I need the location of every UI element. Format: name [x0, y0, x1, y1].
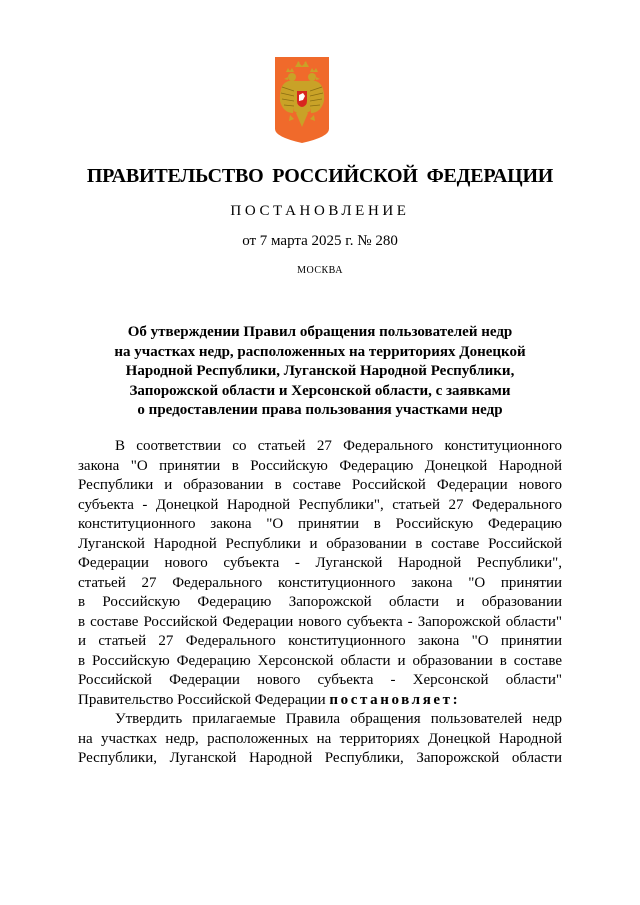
organization-title: ПРАВИТЕЛЬСТВО РОССИЙСКОЙ ФЕДЕРАЦИИ: [86, 165, 554, 187]
heading-line: на участках недр, расположенных на территориях Донецкой: [114, 343, 526, 360]
text-line: Утвердить прилагаемые Правила обращения пользователей недр: [115, 711, 562, 727]
text-line: в Российскую Федерацию Запорожской области и образовании: [78, 594, 562, 610]
text-line: закона "О принятии в Российскую Федерацию Донецкой Народной: [78, 457, 562, 474]
coat-of-arms: [275, 57, 329, 143]
text-line: конституционного закона "О принятии в Российскую Федерацию: [78, 516, 562, 532]
document-heading: [78, 323, 562, 421]
text-line: и статьей 27 Федерального конституционного закона "О принятии: [78, 633, 562, 649]
text-line: в составе Российской Федерации нового субъекта - Запорожской области": [78, 613, 562, 630]
heading-line: Об утверждении Правил обращения пользователей недр: [127, 324, 513, 340]
text-line: субъекта - Донецкой Народной Республики", статьей 27 Федерального: [78, 496, 562, 513]
text-line: Республики, Луганской Народной Республики, Запорожской области: [78, 750, 562, 766]
heading-line: Народной Республики, Луганской Народной Республики,: [125, 363, 515, 379]
paragraph-approve: [78, 710, 562, 769]
heading-line: о предоставлении права пользования участками недр: [137, 402, 503, 418]
resolves-word: постановляет:: [329, 691, 461, 708]
text-line: статьей 27 Федерального конституционного закона "О принятии: [78, 574, 562, 591]
government-subject: Правительство Российской Федерации: [78, 691, 330, 708]
document-date-number: от 7 марта 2025 г. № 280: [242, 233, 398, 249]
document-city: МОСКВА: [297, 265, 343, 276]
text-line: на участках недр, расположенных на территориях Донецкой Народной: [78, 730, 562, 747]
text-line: Луганской Народной Республики и образовании в составе Российской: [78, 535, 562, 552]
text-line: Республики и образовании в составе Российской Федерации нового: [78, 477, 562, 493]
document-body: [78, 437, 562, 769]
text-line: В соответствии со статьей 27 Федерального конституционного: [115, 438, 562, 454]
text-line: Российской Федерации нового субъекта - Херсонской области": [78, 672, 562, 688]
text-line: в Российскую Федерацию Херсонской области и образовании в составе: [78, 652, 562, 669]
text-line-final: [78, 691, 562, 711]
paragraph-legal-basis: [78, 437, 562, 710]
document-type: ПОСТАНОВЛЕНИЕ: [230, 203, 410, 219]
heading-line: Запорожской области и Херсонской области, с заявками: [129, 382, 511, 399]
coat-of-arms-icon: [275, 57, 329, 143]
text-line: Федерации нового субъекта - Луганской Народной Республики",: [78, 555, 562, 571]
